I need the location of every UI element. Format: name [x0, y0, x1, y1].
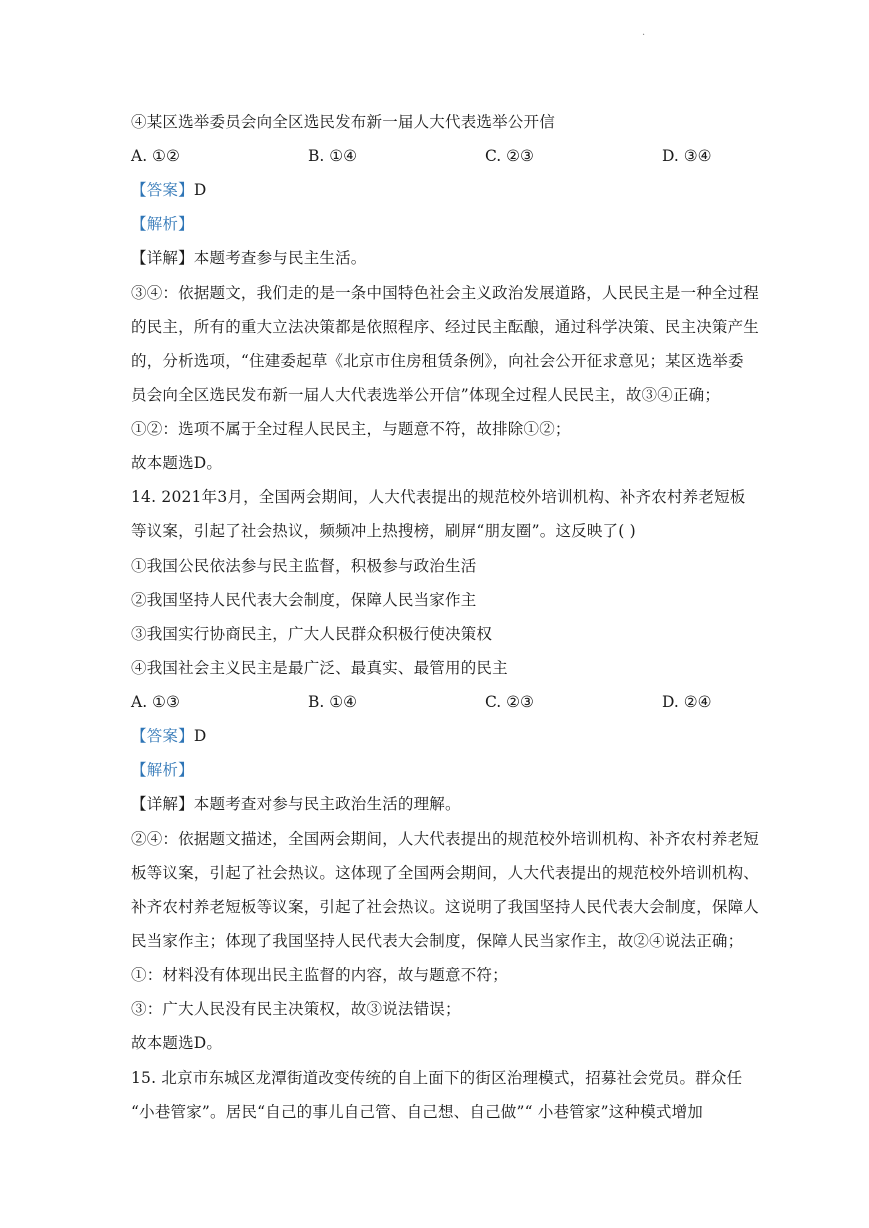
- q15-stem-line: “小巷管家”。居民“自己的事儿自己管、自己想、自己做”“ 小巷管家”这种模式增加: [131, 1103, 703, 1121]
- q13-answer: [131, 179, 206, 201]
- q13-detail: 【详解】本题考查参与民主生活。: [131, 249, 367, 267]
- q14-explanation-line: 板等议案，引起了社会热议。这体现了全国两会期间，人大代表提出的规范校外培训机构、: [131, 864, 760, 882]
- q13-option-c: C. ②③: [485, 147, 534, 165]
- q14-statement-2: ②我国坚持人民代表大会制度，保障人民当家作主: [131, 591, 477, 609]
- q14-explanation-line: 补齐农村养老短板等议案，引起了社会热议。这说明了我国坚持人民代表大会制度，保障人: [131, 898, 760, 916]
- q14-statement-3: ③我国实行协商民主，广大人民群众积极行使决策权: [131, 625, 493, 643]
- q15-stem-line: 15. 北京市东城区龙潭街道改变传统的自上面下的街区治理模式，招募社会党员。群众任: [131, 1069, 743, 1087]
- answer-tag: 【答案】: [131, 181, 194, 199]
- q14-detail: 【详解】本题考查对参与民主政治生活的理解。: [131, 795, 461, 813]
- q14-stem-line: 14. 2021年3月，全国两会期间，人大代表提出的规范校外培训机构、补齐农村养老短板: [131, 488, 746, 506]
- answer-value: D: [193, 727, 207, 745]
- q13-explanation-line: 的民主，所有的重大立法决策都是依照程序、经过民主酝酿，通过科学决策、民主决策产生: [131, 318, 760, 336]
- q14-stem-line: 等议案，引起了社会热议，频频冲上热搜榜，刷屏“朋友圈”。这反映了( ): [131, 522, 636, 540]
- q14-answer: [131, 725, 206, 747]
- q13-explanation-line: ①②：选项不属于全过程人民民主，与题意不符，故排除①②；: [131, 420, 571, 438]
- q13-option-a: A. ①②: [131, 147, 180, 165]
- q13-option-d: D. ③④: [662, 147, 712, 165]
- q13-statement-4: ④某区选举委员会向全区选民发布新一届人大代表选举公开信: [131, 113, 555, 131]
- q13-analysis-tag: 【解析】: [131, 215, 194, 233]
- q14-analysis-tag: 【解析】: [131, 761, 194, 779]
- q14-conclusion: 故本题选D。: [131, 1034, 223, 1052]
- q13-conclusion: 故本题选D。: [131, 454, 223, 472]
- q14-explanation-line: ①：材料没有体现出民主监督的内容，故与题意不符；: [131, 966, 508, 984]
- answer-value: D: [193, 181, 207, 199]
- q13-explanation-line: 员会向全区选民发布新一届人大代表选举公开信”体现全过程人民民主，故③④正确；: [131, 386, 721, 404]
- q14-option-b: B. ①④: [308, 693, 358, 711]
- q13-option-b: B. ①④: [308, 147, 358, 165]
- q14-option-d: D. ②④: [662, 693, 712, 711]
- q14-explanation-line: ③：广大人民没有民主决策权，故③说法错误；: [131, 1000, 461, 1018]
- q14-statement-1: ①我国公民依法参与民主监督，积极参与政治生活: [131, 557, 477, 575]
- q14-explanation-line: ②④：依据题文描述，全国两会期间，人大代表提出的规范校外培训机构、补齐农村养老短: [131, 830, 760, 848]
- q14-option-c: C. ②③: [485, 693, 534, 711]
- header-mark: ·: [642, 30, 646, 41]
- q14-statement-4: ④我国社会主义民主是最广泛、最真实、最管用的民主: [131, 659, 508, 677]
- answer-tag: 【答案】: [131, 727, 194, 745]
- q13-explanation-line: ③④：依据题文，我们走的是一条中国特色社会主义政治发展道路，人民民主是一种全过程: [131, 284, 760, 302]
- q13-explanation-line: 的，分析选项，“住建委起草《北京市住房租赁条例》，向社会公开征求意见；某区选举委: [131, 352, 744, 370]
- q14-option-a: A. ①③: [131, 693, 180, 711]
- q14-explanation-line: 民当家作主；体现了我国坚持人民代表大会制度，保障人民当家作主，故②④说法正确；: [131, 932, 744, 950]
